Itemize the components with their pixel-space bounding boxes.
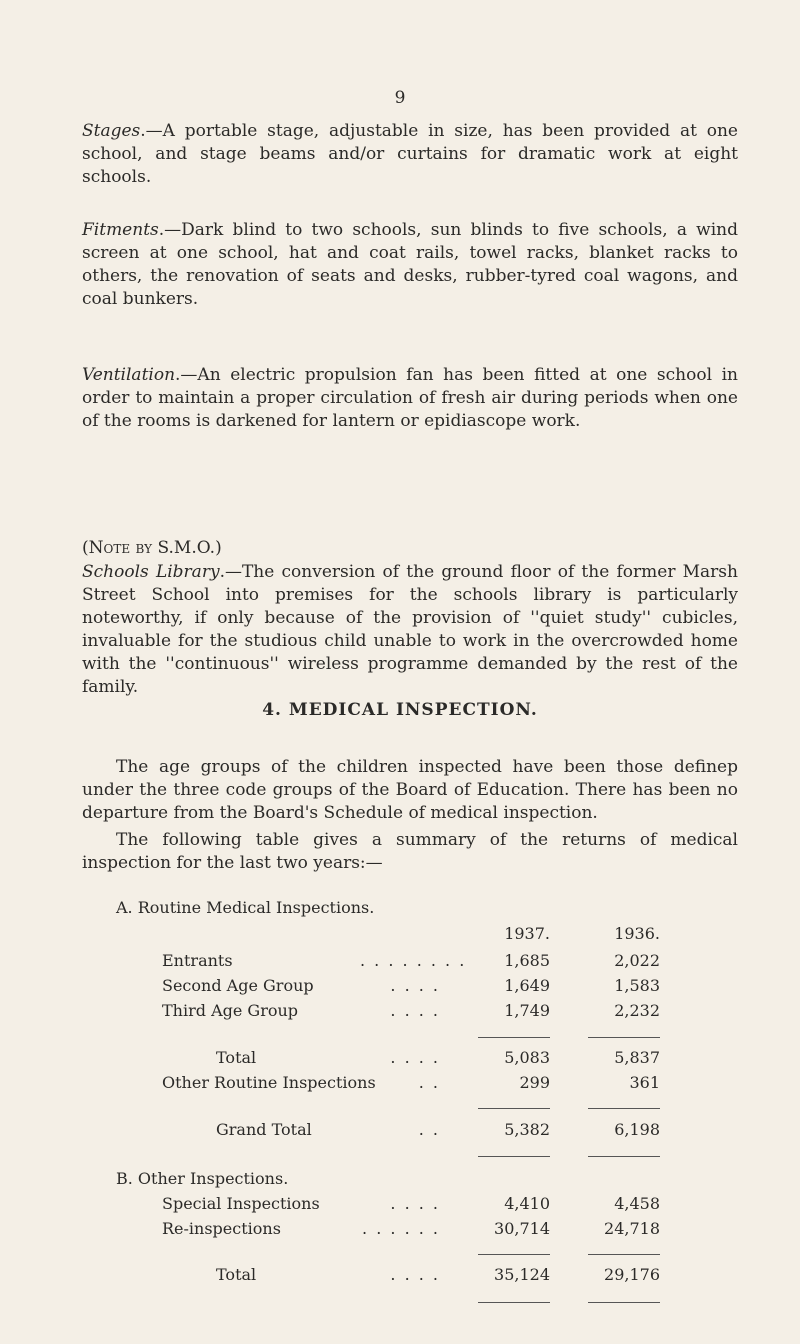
leader-dots: . . . . . . — [362, 1219, 440, 1238]
sum-rule — [478, 1302, 550, 1303]
row-label: Special Inspections — [162, 1194, 320, 1213]
total-label: Total — [216, 1265, 257, 1284]
sum-rule — [478, 1254, 550, 1255]
total-label: Total — [216, 1048, 257, 1067]
leader-dots: . . . . — [390, 1194, 440, 1213]
total-1936: 5,837 — [614, 1048, 660, 1067]
sum-rule — [588, 1108, 660, 1109]
year-header-1937: 1937. — [504, 924, 550, 943]
paragraph-text: .—Dark blind to two schools, sun blinds to five schools, a wind screen at one school, hat and coat rails, towel racks, blanket racks to others, the renovation of seats and desks, rubber-tyred coal wagons, and coal bunkers. — [82, 220, 738, 309]
cell-1936: 2,022 — [614, 951, 660, 970]
sum-rule — [478, 1108, 550, 1109]
sum-rule — [588, 1156, 660, 1157]
grand-total-1936: 6,198 — [614, 1120, 660, 1139]
year-header-1936: 1936. — [614, 924, 660, 943]
leader-dots: . . — [418, 1073, 440, 1092]
sum-rule — [478, 1156, 550, 1157]
grand-total-label: Grand Total — [216, 1120, 312, 1139]
paragraph-lead: Ventilation — [82, 365, 176, 385]
total-1937: 5,083 — [504, 1048, 550, 1067]
grand-total-1937: 5,382 — [504, 1120, 550, 1139]
leader-dots: . . . . — [390, 1265, 440, 1284]
row-label: Other Routine Inspections — [162, 1073, 376, 1092]
cell-1936: 4,458 — [614, 1194, 660, 1213]
cell-1937: 1,749 — [504, 1001, 550, 1020]
row-label: Entrants — [162, 951, 233, 970]
section-a-title: A. Routine Medical Inspections. — [116, 898, 375, 917]
sum-rule — [588, 1037, 660, 1038]
section-b-title: B. Other Inspections. — [116, 1169, 289, 1188]
paragraph-lead: Fitments — [82, 220, 159, 240]
sum-rule — [478, 1037, 550, 1038]
row-label: Re-inspections — [162, 1219, 281, 1238]
row-label: Third Age Group — [162, 1001, 299, 1020]
total-1937: 35,124 — [494, 1265, 550, 1284]
leader-dots: . . . . — [390, 1048, 440, 1067]
cell-1937: 4,410 — [504, 1194, 550, 1213]
sum-rule — [588, 1254, 660, 1255]
leader-dots: . . . . — [390, 1001, 440, 1020]
paragraph-age-groups: The age groups of the children inspected have been those definep under the three code groups of the Board of Education. There has been no departure from the Board's Schedule of medical inspection. — [82, 757, 738, 823]
leader-dots: . . . . . . . . — [360, 951, 467, 970]
paragraph-text: .—A portable stage, adjustable in size, has been provided at one school, and stage beams and/or curtains for dramatic work at eight schools. — [82, 121, 738, 187]
note-small-caps: Note by — [88, 538, 153, 558]
cell-1937: 1,685 — [504, 951, 550, 970]
cell-1937: 1,649 — [504, 976, 550, 995]
paragraph-lead: Schools Library — [82, 562, 220, 582]
total-1936: 29,176 — [604, 1265, 660, 1284]
sum-rule — [588, 1302, 660, 1303]
cell-1936: 361 — [629, 1073, 660, 1092]
note-rest: S.M.O.) — [152, 538, 222, 558]
paragraph-following: The following table gives a summary of the returns of medical inspection for the last two years:— — [82, 830, 738, 873]
cell-1936: 2,232 — [614, 1001, 660, 1020]
section-heading: 4. MEDICAL INSPECTION. — [262, 700, 538, 720]
paragraph-lead: Stages — [82, 121, 141, 141]
row-label: Second Age Group — [162, 976, 314, 995]
cell-1937: 30,714 — [494, 1219, 550, 1238]
cell-1936: 1,583 — [614, 976, 660, 995]
leader-dots: . . . . — [390, 976, 440, 995]
note-open: ( — [82, 538, 89, 558]
cell-1937: 299 — [519, 1073, 550, 1092]
paragraph-text: .—An electric propulsion fan has been fitted at one school in order to maintain a proper circulation of fresh air during periods when one of the rooms is darkened for lantern or epidiascope work. — [82, 365, 738, 431]
leader-dots: . . — [418, 1120, 440, 1139]
cell-1936: 24,718 — [604, 1219, 660, 1238]
page-number: 9 — [394, 88, 406, 108]
paragraph-text: .—The conversion of the ground floor of the former Marsh Street School into premises for the schools library is particularly noteworthy, if only because of the provision of ''quiet study'' cubicles, invaluable for the studious child unable to work in the overcrowded home with the ''continuous'' wireless programme demanded by the rest of the family. — [82, 562, 738, 697]
